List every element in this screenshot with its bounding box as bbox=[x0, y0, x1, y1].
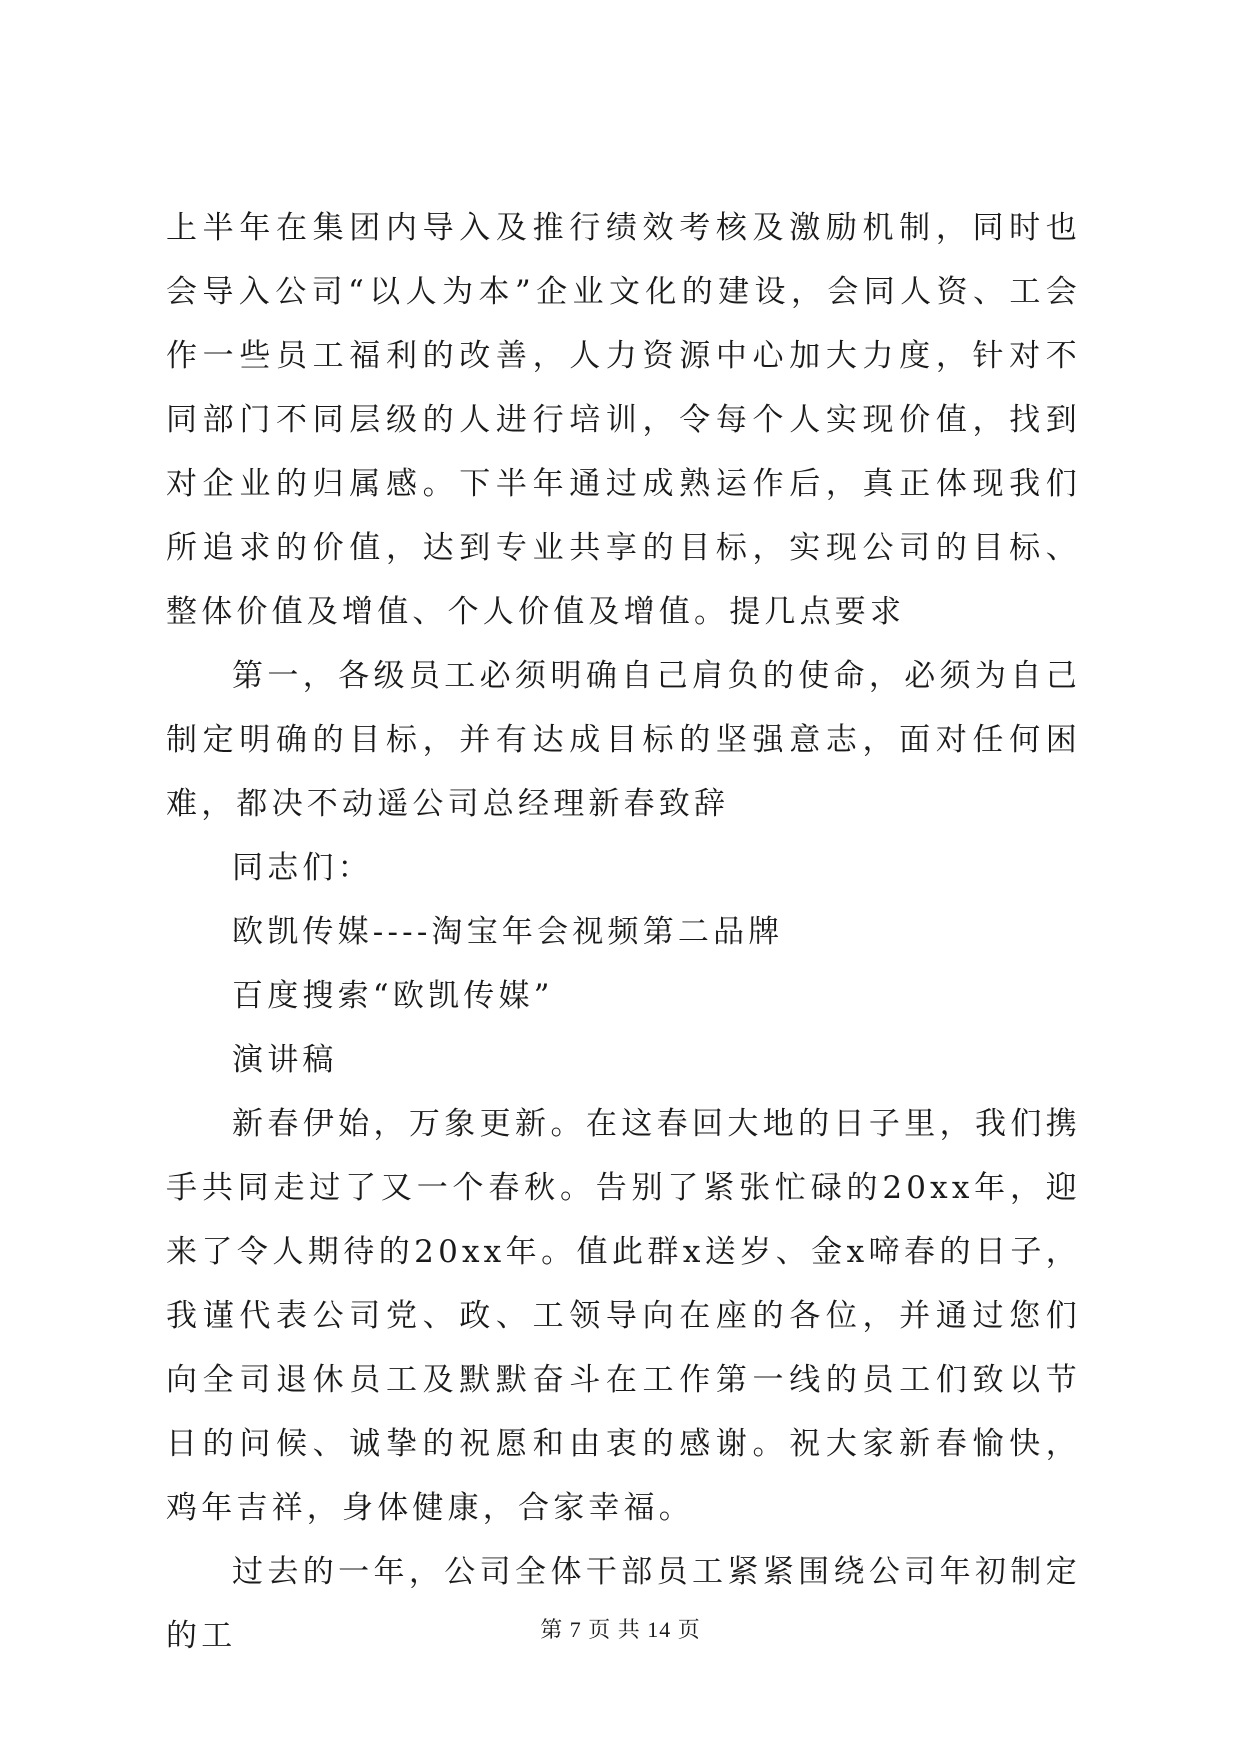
paragraph-first-requirement: 第一，各级员工必须明确自己肩负的使命，必须为自己制定明确的目标，并有达成目标的坚强意志，面对任何困难，都决不动遥公司总经理新春致辞 bbox=[166, 658, 1081, 822]
paragraph-performance-plan: 上半年在集团内导入及推行绩效考核及激励机制，同时也会导入公司“以人为本”企业文化的建设，会同人资、工会作一些员工福利的改善，人力资源中心加大力度，针对不同部门不同层级的人进行培训，令每个人实现价值，找到对企业的归属感。下半年通过成熟运作后，真正体现我们所追求的价值，达到专业共享的目标，实现公司的目标、整体价值及增值、个人价值及增值。提几点要求 bbox=[166, 210, 1081, 630]
paragraph-speech-label: 演讲稿 bbox=[232, 1042, 338, 1078]
paragraph-salutation: 同志们： bbox=[232, 850, 373, 886]
document-body bbox=[166, 196, 1081, 1668]
paragraph-past-year: 过去的一年，公司全体干部员工紧紧围绕公司年初制定的工 bbox=[166, 1554, 1081, 1654]
paragraph-new-year-greeting: 新春伊始，万象更新。在这春回大地的日子里，我们携手共同走过了又一个春秋。告别了紧张忙碌的20xx年，迎来了令人期待的20xx年。值此群x送岁、金x啼春的日子，我谨代表公司党、政、工领导向在座的各位，并通过您们向全司退休员工及默默奋斗在工作第一线的员工们致以节日的问候、诚挚的祝愿和由衷的感谢。祝大家新春愉快，鸡年吉祥，身体健康，合家幸福。 bbox=[166, 1106, 1081, 1526]
paragraph-brand-line: 欧凯传媒----淘宝年会视频第二品牌 bbox=[232, 914, 784, 950]
paragraph-search-line: 百度搜索“欧凯传媒” bbox=[232, 978, 554, 1014]
page-number-footer: 第 7 页 共 14 页 bbox=[540, 1617, 701, 1642]
